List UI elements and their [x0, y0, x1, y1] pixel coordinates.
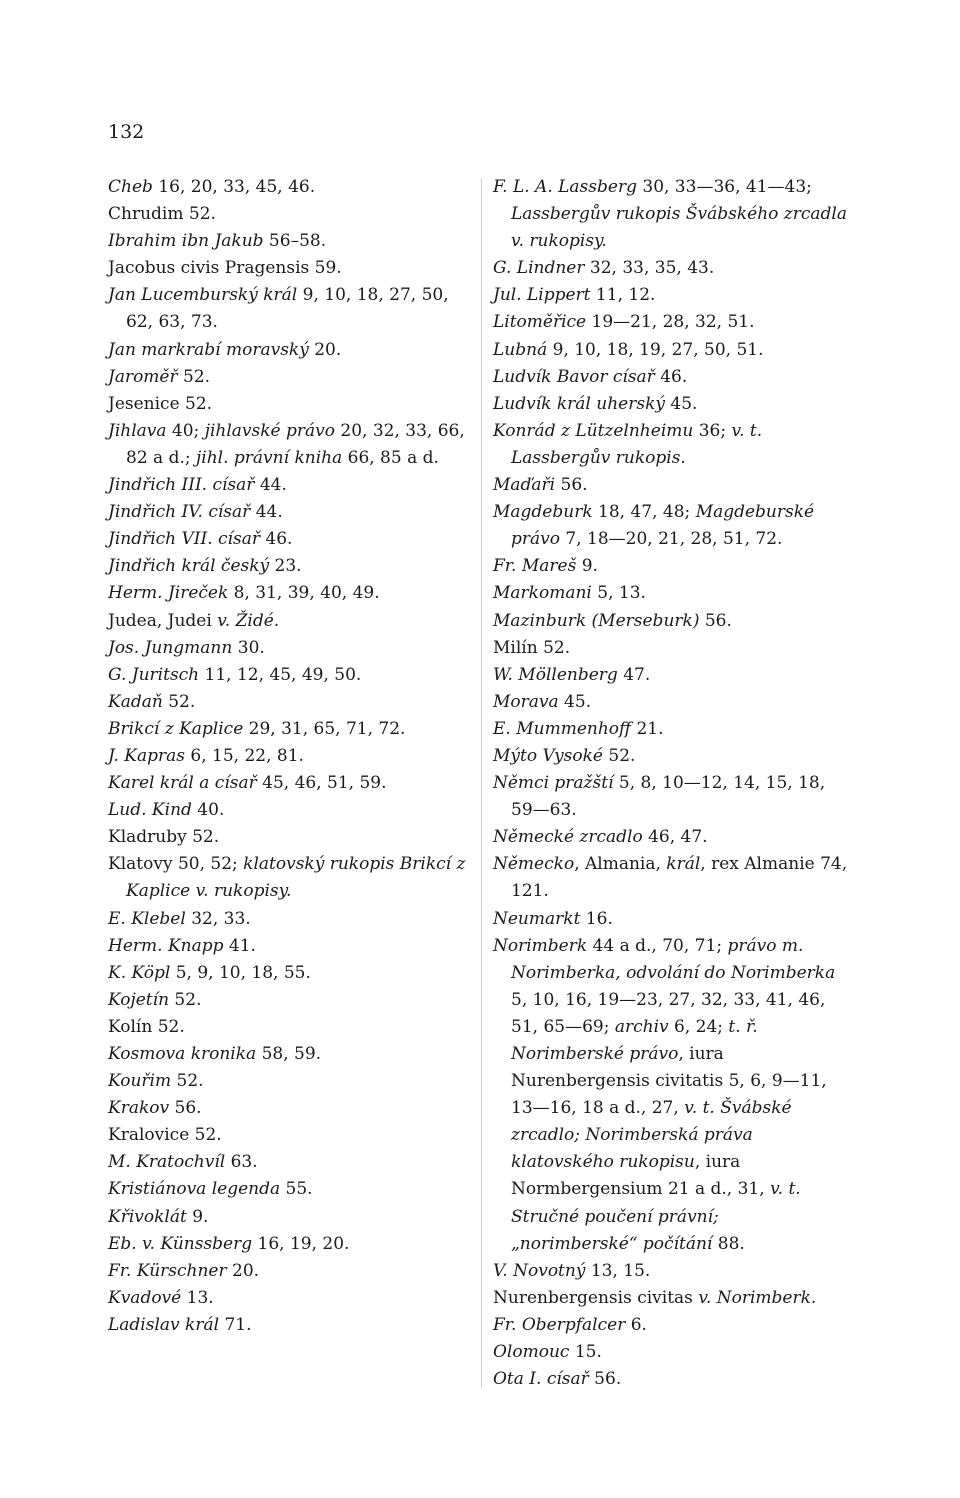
entry-text: 5, 13. — [591, 583, 646, 604]
entry-text: 21. — [631, 718, 664, 739]
entry-text: 45. — [664, 393, 698, 414]
entry-text: 9. — [576, 556, 598, 577]
entry-text: Ibrahim ibn Jakub — [108, 231, 264, 252]
index-entry — [108, 499, 466, 526]
entry-text: 45, 46, 51, 59. — [256, 773, 387, 794]
index-entry — [108, 1231, 466, 1258]
entry-text: Jindřich král český — [108, 556, 270, 577]
entry-text: 46. — [259, 529, 293, 550]
entry-text: klatovský rukopis Brikcí z Kaplice v. rukopisy. — [126, 854, 471, 902]
entry-text: 5, 9, 10, 18, 55. — [170, 962, 311, 983]
entry-text: 19—21, 28, 32, 51. — [586, 312, 755, 333]
index-entry — [493, 1366, 849, 1393]
index-entry — [493, 418, 849, 472]
index-entry — [108, 933, 466, 960]
entry-text: 32, 33. — [185, 908, 251, 929]
index-entry — [493, 824, 849, 851]
index-entry — [108, 201, 466, 228]
index-entry — [493, 770, 849, 824]
index-entry — [108, 255, 466, 282]
entry-text: 44. — [250, 502, 283, 523]
entry-text: 15. — [569, 1342, 602, 1363]
entry-text: Jacobus civis Pragensis 59. — [108, 258, 342, 279]
entry-text: Karel král a císař — [108, 773, 257, 794]
index-column-right — [493, 174, 853, 1393]
entry-text: 30, 33—36, 41—43; — [636, 177, 818, 197]
entry-text: Brikcí z Kaplice — [108, 718, 244, 739]
entry-text: 52. — [169, 989, 202, 1010]
entry-text: 36; — [693, 420, 732, 441]
entry-text: Křivoklát — [108, 1206, 187, 1227]
entry-text: Klatovy 50, 52; — [108, 854, 244, 875]
index-entry — [108, 526, 466, 553]
entry-text: Jindřich III. císař — [108, 475, 255, 496]
entry-text: 56–58. — [263, 231, 327, 252]
entry-text: Kristiánova legenda — [108, 1179, 281, 1200]
index-entry — [108, 960, 466, 987]
entry-text: Neumarkt — [493, 908, 581, 929]
entry-text: 30. — [232, 637, 265, 658]
entry-text: 40. — [191, 800, 225, 821]
entry-text: 63. — [225, 1152, 258, 1173]
entry-text: 23. — [269, 556, 302, 577]
entry-text: 8, 31, 39, 40, 49. — [228, 583, 380, 604]
entry-text: Lassbergův rukopis Švábského zrcadla v. rukopisy. — [511, 204, 853, 252]
index-entry — [493, 174, 853, 255]
entry-text: M. Kratochvíl — [108, 1152, 226, 1173]
entry-text: Lud. Kind — [108, 800, 192, 821]
entry-text: 41. — [223, 935, 256, 956]
entry-text: Maďaři — [493, 475, 556, 496]
index-entry — [493, 580, 849, 607]
index-entry — [493, 1285, 849, 1312]
index-entry — [493, 472, 849, 499]
entry-text: 18, 47, 48; — [592, 502, 696, 523]
entry-text: právo m. Norimberka, odvolání do Norimberka — [511, 935, 836, 983]
entry-text: Kouřim — [108, 1071, 172, 1092]
entry-text: Německo — [493, 854, 575, 875]
entry-text: F. L. A. Lassberg — [493, 177, 637, 197]
index-entry — [493, 1312, 849, 1339]
entry-text: 44. — [254, 475, 287, 496]
entry-text: 16, 20, 33, 45, 46. — [152, 177, 316, 197]
entry-text: 32, 33, 35, 43. — [584, 258, 715, 279]
entry-text: 9, 10, 18, 27, 50, 62, 63, 73. — [126, 285, 455, 333]
entry-text: Fr. Mareš — [493, 556, 577, 577]
entry-text: 88. — [712, 1233, 745, 1254]
index-entry — [493, 1258, 849, 1285]
entry-text: E. Mummenhoff — [493, 718, 632, 739]
entry-text: jihlavské právo — [204, 420, 335, 441]
index-entry — [108, 553, 466, 580]
index-column-left — [108, 174, 471, 1339]
index-entry — [493, 553, 849, 580]
entry-text: 9, 10, 18, 19, 27, 50, 51. — [547, 339, 764, 360]
index-entry — [108, 689, 466, 716]
entry-text: Chrudim 52. — [108, 204, 216, 225]
entry-text: 29, 31, 65, 71, 72. — [243, 718, 406, 739]
index-entry — [108, 635, 466, 662]
entry-text: archiv — [614, 1016, 669, 1037]
entry-text: Němci pražští — [493, 773, 614, 794]
entry-text: Nurenbergensis civitas — [493, 1287, 699, 1308]
index-entry — [108, 797, 466, 824]
entry-text: J. Kapras — [108, 745, 186, 766]
index-entry — [493, 282, 849, 309]
entry-text: 46. — [654, 366, 688, 387]
entry-text: 58, 59. — [256, 1044, 322, 1064]
entry-text: Eb. v. Künssberg — [108, 1233, 253, 1254]
index-entry — [493, 933, 849, 1258]
index-entry — [108, 337, 466, 364]
entry-text: v. Židé. — [217, 610, 280, 631]
index-entry — [108, 472, 466, 499]
index-entry — [493, 499, 849, 553]
entry-text: Markomani — [493, 583, 592, 604]
entry-text: Jaroměř — [108, 366, 178, 387]
index-entry — [108, 1285, 466, 1312]
entry-text: , iura Nurenbergensis civitatis 5, 6, 9—11, 13—16, 18 a d., 27, — [511, 1044, 833, 1119]
entry-text: Ota I. císař — [493, 1369, 589, 1390]
index-entry — [108, 228, 466, 255]
entry-text: 45. — [558, 691, 592, 712]
index-entry — [108, 824, 466, 851]
index-entry — [493, 635, 849, 662]
index-entry — [108, 1122, 466, 1149]
entry-text: Jan Lucemburský král — [108, 285, 298, 306]
entry-text: Mýto Vysoké — [493, 745, 603, 766]
entry-text: 6, 24; — [668, 1016, 729, 1037]
entry-text: E. Klebel — [108, 908, 186, 929]
entry-text: Jos. Jungmann — [108, 637, 233, 658]
index-entry — [108, 716, 466, 743]
entry-text: Litoměřice — [493, 312, 587, 333]
entry-text: , Almania, — [574, 854, 667, 875]
entry-text: 56. — [588, 1369, 622, 1390]
entry-text: 16. — [580, 908, 613, 929]
entry-text: Kojetín — [108, 989, 170, 1010]
entry-text: G. Lindner — [493, 258, 585, 279]
entry-text: Konrád z Lützelnheimu — [493, 420, 694, 441]
index-entry — [493, 608, 849, 635]
entry-text: Cheb — [108, 177, 153, 197]
entry-text: , rex Almanie 74, 121. — [511, 854, 853, 902]
entry-text: Jindřich IV. císař — [108, 502, 251, 523]
entry-text: 47. — [617, 664, 651, 685]
entry-text: 52. — [162, 691, 196, 712]
entry-text: 5, 8, 10—12, 14, 15, 18, 59—63. — [511, 773, 831, 821]
entry-text: 55. — [280, 1179, 313, 1200]
entry-text: , iura Normbergensium 21 a d., 31, — [511, 1152, 771, 1200]
entry-text: Ludvík Bavor císař — [493, 366, 655, 387]
index-entry — [108, 1068, 466, 1095]
index-entry — [108, 743, 466, 770]
entry-text: v. t. Švábské zrcadlo; Norimberská práva klatovského rukopisu — [511, 1098, 797, 1173]
entry-text: Ladislav král — [108, 1314, 220, 1335]
index-entry — [108, 1149, 466, 1176]
entry-text: 20. — [226, 1260, 260, 1281]
entry-text: Herm. Knapp — [108, 935, 224, 956]
index-entry — [108, 1312, 466, 1339]
index-entry — [493, 716, 849, 743]
entry-text: 40; — [166, 420, 205, 441]
entry-text: Olomouc — [493, 1342, 570, 1363]
entry-text: 71. — [219, 1314, 252, 1335]
entry-text: Kolín 52. — [108, 1016, 185, 1037]
entry-text: jihl. právní kniha — [196, 447, 343, 468]
index-entry — [108, 987, 466, 1014]
entry-text: 20. — [308, 339, 342, 360]
entry-text: Milín 52. — [493, 637, 571, 658]
entry-text: Jindřich VII. císař — [108, 529, 260, 550]
index-entry — [108, 662, 466, 689]
index-entry — [108, 1014, 466, 1041]
entry-text: 13, 15. — [585, 1260, 651, 1281]
entry-text: Morava — [493, 691, 559, 712]
index-entry — [493, 364, 849, 391]
index-entry — [493, 255, 849, 282]
entry-text: 46, 47. — [642, 827, 708, 848]
index-entry — [493, 1339, 849, 1366]
entry-text: 6. — [625, 1314, 647, 1335]
entry-text: Jul. Lippert — [493, 285, 591, 306]
index-entry — [108, 1095, 466, 1122]
index-entry — [108, 1041, 466, 1068]
entry-text: Herm. Jireček — [108, 583, 229, 604]
index-entry — [108, 391, 466, 418]
entry-text: 7, 18—20, 21, 28, 51, 72. — [559, 529, 783, 550]
entry-text: Fr. Oberpfalcer — [493, 1314, 626, 1335]
entry-text: 11, 12, 45, 49, 50. — [199, 664, 362, 685]
entry-text: K. Köpl — [108, 962, 171, 983]
index-entry — [108, 1204, 466, 1231]
entry-text: W. Möllenberg — [493, 664, 618, 685]
entry-text: Jesenice 52. — [108, 393, 213, 414]
entry-text: Fr. Kürschner — [108, 1260, 227, 1281]
index-entry — [108, 580, 466, 607]
index-entry — [108, 1258, 466, 1285]
entry-text: G. Juritsch — [108, 664, 200, 685]
index-entry — [493, 743, 849, 770]
index-entry — [493, 851, 853, 905]
entry-text: 66, 85 a d. — [342, 447, 439, 468]
index-entry — [493, 337, 849, 364]
entry-text: Mazinburk (Merseburk) — [493, 610, 700, 631]
entry-text: 52. — [177, 366, 211, 387]
entry-text: 9. — [186, 1206, 209, 1227]
page-number: 132 — [108, 121, 145, 143]
entry-text: 5, 10, 16, 19—23, 27, 32, 33, 41, 46, 51, 65—69; — [511, 962, 841, 1037]
entry-text: Kosmova kronika — [108, 1044, 257, 1064]
index-entry — [108, 851, 471, 905]
entry-text: Kadaň — [108, 691, 163, 712]
entry-text: Německé zrcadlo — [493, 827, 643, 848]
entry-text: 52. — [603, 745, 636, 766]
entry-text: Magdeburk — [493, 502, 593, 523]
entry-text: Kvadové — [108, 1287, 182, 1308]
entry-text: 56. — [169, 1098, 202, 1119]
entry-text: 44 a d., 70, 71; — [587, 935, 728, 956]
index-entry — [493, 689, 849, 716]
entry-text: Magdeburské právo — [511, 502, 820, 550]
index-entry — [108, 608, 466, 635]
entry-text: v. Norimberk. — [698, 1287, 817, 1308]
entry-text: 56. — [699, 610, 732, 631]
index-entry — [108, 174, 466, 201]
index-entry — [493, 662, 849, 689]
entry-text: Norimberk — [493, 935, 588, 956]
index-entry — [108, 906, 466, 933]
entry-text: Kralovice 52. — [108, 1125, 222, 1146]
entry-text: t. ř. Norimberské právo — [511, 1016, 764, 1064]
index-entry — [493, 391, 849, 418]
entry-text: Lubná — [493, 339, 548, 360]
index-entry — [493, 309, 849, 336]
entry-text: V. Novotný — [493, 1260, 586, 1281]
entry-text: král — [666, 854, 701, 875]
entry-text: Judea, Judei — [108, 610, 218, 631]
column-divider — [481, 178, 482, 1388]
entry-text: Jan markrabí moravský — [108, 339, 309, 360]
entry-text: Krakov — [108, 1098, 170, 1119]
entry-text: 13. — [181, 1287, 214, 1308]
entry-text: v. t. Lassbergův rukopis. — [511, 420, 768, 468]
entry-text: 16, 19, 20. — [252, 1233, 350, 1254]
entry-text: Kladruby 52. — [108, 827, 220, 848]
index-entry — [108, 364, 466, 391]
entry-text: 52. — [171, 1071, 204, 1092]
index-entry — [108, 282, 466, 336]
entry-text: Jihlava — [108, 420, 167, 441]
index-entry — [108, 1176, 466, 1203]
entry-text: 20, 32, 33, 66, 82 a d.; — [126, 420, 471, 468]
entry-text: 11, 12. — [590, 285, 656, 306]
entry-text: Ludvík král uherský — [493, 393, 665, 414]
index-entry — [108, 418, 471, 472]
entry-text: 6, 15, 22, 81. — [185, 745, 304, 766]
index-entry — [493, 906, 849, 933]
entry-text: v. t. Stručné poučení právní; „norimberské“ počítání — [511, 1179, 807, 1254]
index-entry — [108, 770, 466, 797]
entry-text: 56. — [555, 475, 588, 496]
